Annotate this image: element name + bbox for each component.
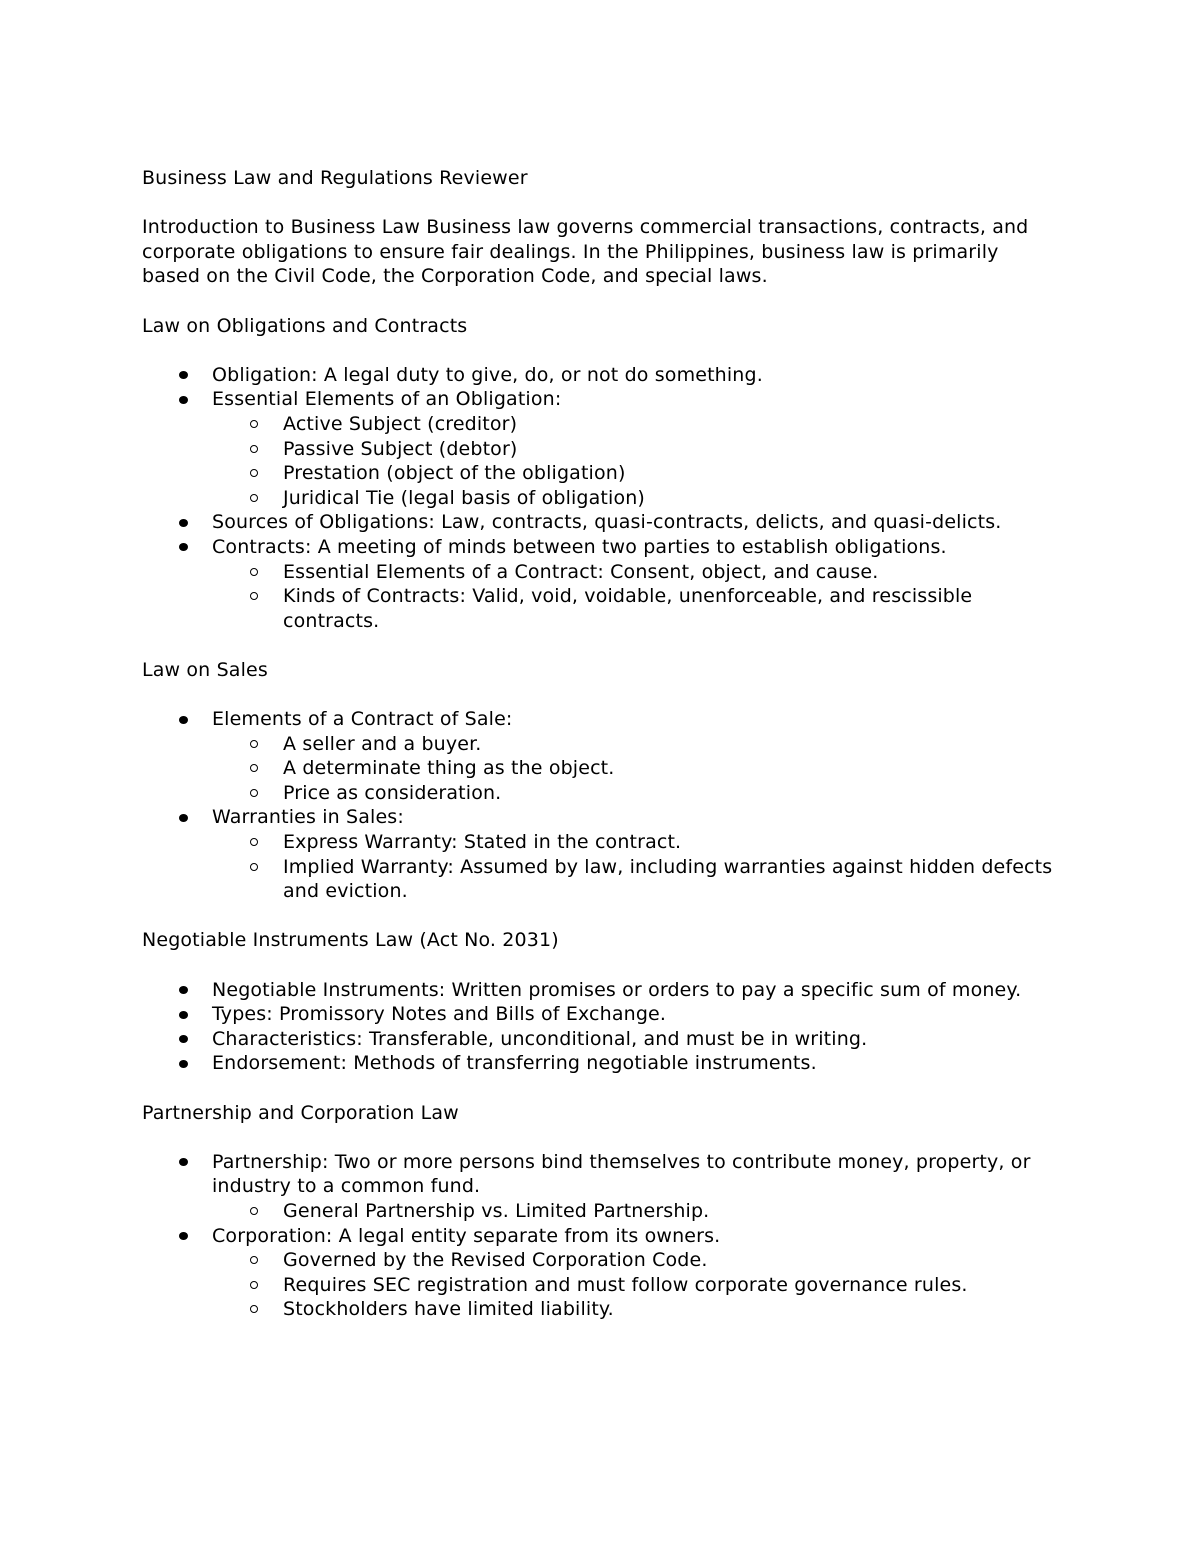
filled-bullet-icon (179, 543, 188, 551)
list-item-text: Obligation: A legal duty to give, do, or not do something. (212, 363, 763, 386)
sub-bullet-list (212, 732, 1060, 806)
filled-bullet-icon (179, 986, 188, 994)
bullet-list (142, 978, 1060, 1076)
filled-bullet-icon (179, 519, 188, 527)
list-item-text: Contracts: A meeting of minds between two parties to establish obligations. (212, 535, 947, 558)
sub-list-item-text: Implied Warranty: Assumed by law, including warranties against hidden defects and eviction. (283, 855, 1053, 903)
sub-list-item (142, 781, 1060, 806)
sub-list-item-text: Governed by the Revised Corporation Code. (283, 1249, 708, 1272)
sub-bullet-list (212, 412, 1060, 510)
sub-list-item-text: Essential Elements of a Contract: Consent, object, and cause. (283, 560, 879, 583)
section-heading: Partnership and Corporation Law (142, 1101, 459, 1124)
sub-list-item (142, 437, 1060, 462)
hollow-bullet-icon (250, 592, 258, 600)
sub-list-item-text: A determinate thing as the object. (283, 757, 615, 780)
list-item-text: Elements of a Contract of Sale: (212, 708, 513, 731)
sections-container (142, 314, 1060, 1322)
sub-list-item-text: Requires SEC registration and must follow corporate governance rules. (283, 1273, 968, 1296)
hollow-bullet-icon (250, 1207, 258, 1215)
sub-list-item (142, 756, 1060, 781)
list-item-text: Corporation: A legal entity separate from its owners. (212, 1224, 721, 1247)
filled-bullet-icon (179, 1060, 188, 1068)
list-item (142, 363, 1060, 388)
list-item-text: Partnership: Two or more persons bind themselves to contribute money, property, or industry to a common fund. (212, 1150, 1031, 1198)
hollow-bullet-icon (250, 1281, 258, 1289)
bullet-list (142, 1150, 1060, 1322)
sub-list-item-text: Price as consideration. (283, 781, 502, 804)
sub-bullet-list (212, 560, 1060, 634)
list-item-text: Sources of Obligations: Law, contracts, quasi-contracts, delicts, and quasi-delicts. (212, 511, 1002, 534)
list-item-text: Negotiable Instruments: Written promises or orders to pay a specific sum of money. (212, 978, 1022, 1001)
sub-list-item (142, 412, 1060, 437)
hollow-bullet-icon (250, 1256, 258, 1264)
list-item (142, 707, 1060, 805)
list-item (142, 978, 1060, 1003)
sub-list-item (142, 584, 1060, 633)
list-item-text: Warranties in Sales: (212, 806, 404, 829)
hollow-bullet-icon (250, 469, 258, 477)
list-item-text: Endorsement: Methods of transferring negotiable instruments. (212, 1052, 817, 1075)
hollow-bullet-icon (250, 838, 258, 846)
hollow-bullet-icon (250, 445, 258, 453)
sub-list-item (142, 1297, 1060, 1322)
sub-bullet-list (212, 830, 1060, 904)
document-title: Business Law and Regulations Reviewer (142, 167, 528, 189)
sub-list-item-text: Stockholders have limited liability. (283, 1298, 614, 1321)
hollow-bullet-icon (250, 494, 258, 502)
sub-list-item-text: Active Subject (creditor) (283, 412, 518, 435)
sub-list-item (142, 855, 1060, 904)
section-heading: Law on Sales (142, 658, 268, 681)
filled-bullet-icon (179, 1035, 188, 1043)
list-item (142, 510, 1060, 535)
sub-list-item-text: Juridical Tie (legal basis of obligation) (283, 486, 645, 509)
list-item-text: Essential Elements of an Obligation: (212, 388, 562, 411)
sub-list-item (142, 732, 1060, 757)
list-item-text: Characteristics: Transferable, unconditional, and must be in writing. (212, 1027, 868, 1050)
hollow-bullet-icon (250, 863, 258, 871)
sub-list-item-text: A seller and a buyer. (283, 732, 482, 755)
sub-list-item-text: Express Warranty: Stated in the contract. (283, 831, 682, 854)
sub-bullet-list (212, 1199, 1060, 1224)
hollow-bullet-icon (250, 789, 258, 797)
sub-list-item-text: Prestation (object of the obligation) (283, 462, 626, 485)
sub-list-item (142, 486, 1060, 511)
list-item-text: Types: Promissory Notes and Bills of Exchange. (212, 1003, 667, 1026)
filled-bullet-icon (179, 396, 188, 404)
list-item (142, 1002, 1060, 1027)
bullet-list (142, 707, 1060, 904)
list-item (142, 805, 1060, 903)
list-item (142, 387, 1060, 510)
filled-bullet-icon (179, 1158, 188, 1166)
hollow-bullet-icon (250, 420, 258, 428)
sub-list-item (142, 1273, 1060, 1298)
sub-list-item (142, 560, 1060, 585)
sub-list-item-text: Kinds of Contracts: Valid, void, voidable, unenforceable, and rescissible contracts. (283, 585, 973, 632)
sub-list-item (142, 461, 1060, 486)
intro-paragraph: Introduction to Business Law Business law governs commercial transactions, contracts, and corporate obligations to ensure fair dealings. In the Philippines, business law is primarily based on the Civil Code, the Corporation Code, and special laws. (142, 216, 1029, 288)
filled-bullet-icon (179, 814, 188, 822)
list-item (142, 1051, 1060, 1076)
filled-bullet-icon (179, 716, 188, 724)
filled-bullet-icon (179, 1232, 188, 1240)
sub-list-item-text: General Partnership vs. Limited Partnership. (283, 1199, 710, 1222)
sub-list-item-text: Passive Subject (debtor) (283, 437, 518, 460)
sub-bullet-list (212, 1248, 1060, 1322)
list-item (142, 1150, 1060, 1224)
sub-list-item (142, 830, 1060, 855)
section-heading: Negotiable Instruments Law (Act No. 2031) (142, 929, 559, 952)
hollow-bullet-icon (250, 740, 258, 748)
hollow-bullet-icon (250, 764, 258, 772)
bullet-list (142, 363, 1060, 634)
list-item (142, 1224, 1060, 1322)
sub-list-item (142, 1199, 1060, 1224)
sub-list-item (142, 1248, 1060, 1273)
hollow-bullet-icon (250, 1305, 258, 1313)
hollow-bullet-icon (250, 568, 258, 576)
filled-bullet-icon (179, 371, 188, 379)
section-heading: Law on Obligations and Contracts (142, 314, 468, 337)
filled-bullet-icon (179, 1011, 188, 1019)
list-item (142, 535, 1060, 633)
list-item (142, 1027, 1060, 1052)
